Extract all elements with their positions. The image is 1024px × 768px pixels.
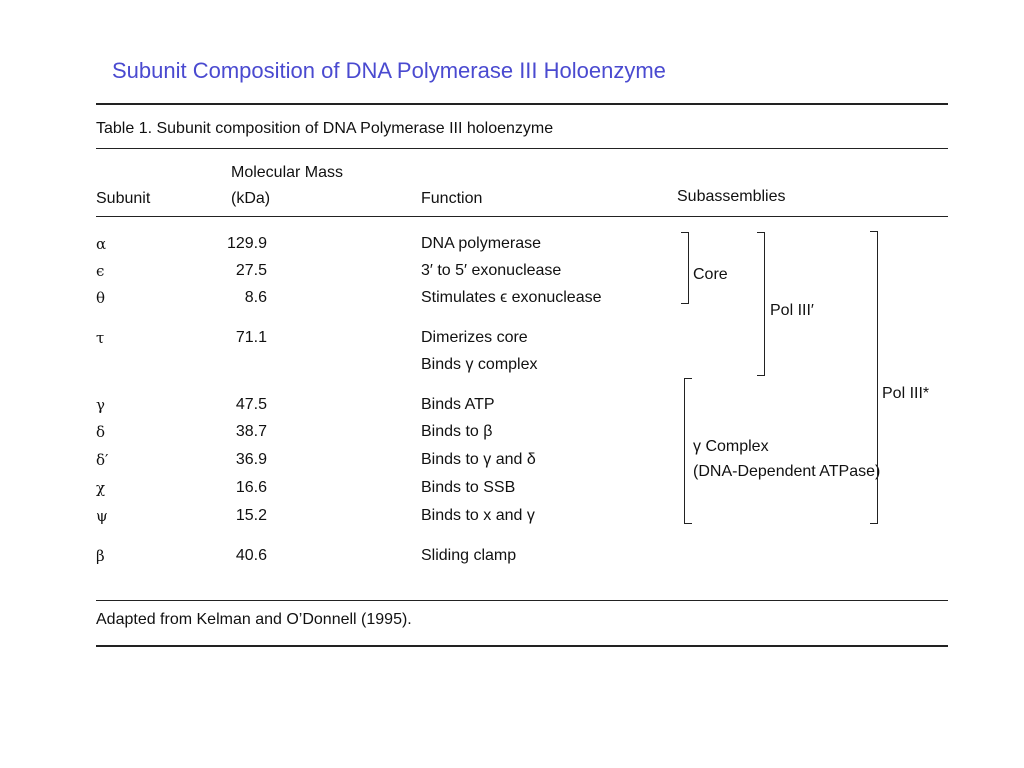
- subunit-cell: γ: [96, 396, 105, 414]
- header-function: Function: [421, 190, 483, 207]
- mass-cell: 47.5: [235, 396, 267, 413]
- subunit-cell: δ′: [96, 451, 109, 469]
- subunit-cell: δ: [96, 423, 106, 441]
- mass-cell: 27.5: [235, 262, 267, 279]
- pol3-prime-label: Pol III′: [770, 302, 814, 319]
- gamma-complex-label-1: γ Complex: [693, 438, 769, 455]
- mass-cell: 8.6: [244, 289, 267, 306]
- mass-cell: 15.2: [235, 507, 267, 524]
- footnote-rule: [96, 645, 948, 647]
- table-footnote: Adapted from Kelman and O’Donnell (1995).: [96, 611, 412, 628]
- function-cell: Dimerizes core: [421, 329, 528, 346]
- mass-cell: 40.6: [235, 547, 267, 564]
- header-mass-line2: (kDa): [231, 190, 271, 207]
- function-cell: DNA polymerase: [421, 235, 542, 252]
- core-label: Core: [693, 266, 728, 283]
- header-subassemblies: Subassemblies: [677, 188, 786, 205]
- function-cell: Stimulates ϵ exonuclease: [421, 289, 602, 306]
- function-cell-secondary: Binds γ complex: [421, 356, 538, 373]
- header-rule: [96, 216, 948, 217]
- function-cell: Binds to x and γ: [421, 507, 535, 524]
- pol3-star-bracket: [870, 231, 878, 524]
- function-cell: Sliding clamp: [421, 547, 517, 564]
- subunit-cell: α: [96, 235, 107, 253]
- subunit-cell: ϵ: [96, 262, 105, 280]
- mass-cell: 129.9: [226, 235, 267, 252]
- gamma-complex-bracket: [684, 378, 692, 524]
- mass-cell: 38.7: [235, 423, 267, 440]
- header-mass-line1: Molecular Mass: [231, 164, 344, 181]
- subunit-cell: τ: [96, 329, 105, 347]
- caption-rule: [96, 148, 948, 149]
- function-cell: Binds to γ and δ: [421, 451, 536, 468]
- pol3-star-label: Pol III*: [882, 385, 930, 402]
- table-bottom-rule: [96, 600, 948, 601]
- table-top-rule: [96, 103, 948, 105]
- subunit-cell: θ: [96, 289, 106, 307]
- mass-cell: 36.9: [235, 451, 267, 468]
- core-bracket: [681, 232, 689, 304]
- subunit-cell: ψ: [96, 507, 108, 525]
- function-cell: 3′ to 5′ exonuclease: [421, 262, 562, 279]
- header-subunit: Subunit: [96, 190, 151, 207]
- subunit-cell: β: [96, 547, 105, 565]
- mass-cell: 71.1: [235, 329, 267, 346]
- function-cell: Binds to SSB: [421, 479, 516, 496]
- slide-title: Subunit Composition of DNA Polymerase III Holoenzyme: [112, 58, 666, 83]
- function-cell: Binds to β: [421, 423, 493, 440]
- pol3-prime-bracket: [757, 232, 765, 376]
- subunit-cell: χ: [96, 479, 106, 497]
- table-caption: Table 1. Subunit composition of DNA Polymerase III holoenzyme: [96, 120, 554, 137]
- gamma-complex-label-2: (DNA-Dependent ATPase): [693, 463, 881, 480]
- function-cell: Binds ATP: [421, 396, 495, 413]
- mass-cell: 16.6: [235, 479, 267, 496]
